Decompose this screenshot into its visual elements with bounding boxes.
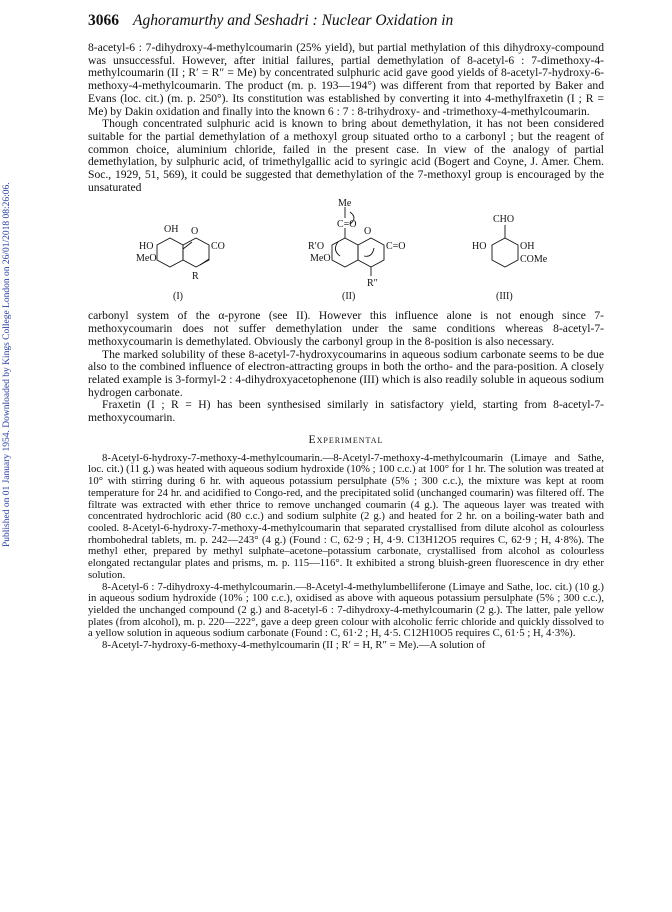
download-watermark: Published on 01 January 1954. Downloaded by Kings College London on 26/01/2018 08:26:06. <box>2 182 12 548</box>
page-header <box>88 12 604 30</box>
struct-ii-meo: MeO <box>310 253 331 265</box>
experimental-section <box>88 453 604 652</box>
paragraph-1: 8-acetyl-6 : 7-dihydroxy-4-methylcoumarin (25% yield), but partial methylation of this dihydroxy-compound was unsuccessful. However, after initial failures, partial demethylation of 8-acetyl-6 : 7-dimethoxy-4-methylcoumarin (II ; R′ = R″ = Me) by concentrated sulphuric acid gave good yields of 8-acetyl-7-hydroxy-6-methoxy-4-methylcoumarin. The product (m. p. 193—194°) was different from that reported by Baker and Evans (loc. cit.) (m. p. 250°). Its constitution was established by converting it into 4-methylfraxetin (I ; R = Me) by Dakin oxidation and finally into the known 6 : 7 : 8-trihydroxy- and -trimethoxy-4-methylcoumarin. <box>88 41 604 118</box>
running-title: Aghoramurthy and Seshadri : Nuclear Oxidation in <box>133 12 454 29</box>
struct-i-label: (I) <box>173 291 183 303</box>
struct-ii-me: Me <box>338 198 352 210</box>
struct-i-ho: HO <box>139 241 154 253</box>
struct-ii-rr: R″ <box>367 278 378 290</box>
chemical-structures <box>88 198 604 306</box>
struct-ii-o: O <box>364 226 372 238</box>
structure-iii <box>492 225 518 267</box>
struct-i-meo: MeO <box>136 253 157 265</box>
struct-ii-label: (II) <box>342 291 356 303</box>
struct-i-o: O <box>191 226 199 238</box>
exp-paragraph-2: 8-Acetyl-6 : 7-dihydroxy-4-methylcoumarin.—8-Acetyl-4-methylumbelliferone (Limaye and Sathe, loc. cit.) (10 g.) in aqueous sodium hydroxide (10% ; 100 c.c.), oxidised as above with aqueous potassium persulphate (5% ; 300 c.c.), yielded the unchanged compound (2 g.) and 8-acetyl-6 : 7-dihydroxy-4-methylcoumarin (2 g.). The latter, pale yellow plates (from alcohol), m. p. 220—222°, gave a deep green colour with alcoholic ferric chloride and quickly dissolved to a yellow solution in aqueous sodium carbonate (Found : C, 61·2 ; H, 4·5. C12H10O5 requires C, 61·5 ; H, 4·3%). <box>88 580 604 640</box>
paragraph-4: The marked solubility of these 8-acetyl-7-hydroxycoumarins in aqueous sodium carbonate seems to be due also to the combined influence of electron-attracting groups in both the ortho- and the para-position. A closely related example is 3-formyl-2 : 4-dihydroxyacetophenone (III) which is also readily soluble in aqueous sodium hydrogen carbonate. <box>88 347 604 399</box>
paragraph-2: Though concentrated sulphuric acid is known to bring about demethylation, it has not been considered suitable for the partial demethylation of a methoxyl group situated ortho to a carbonyl ; but the reagent of common choice, aluminium chloride, failed in the present case. In view of the analogy of partial demethylation, by sulphuric acid, of trimethylgallic acid to syringic acid (Bogert and Coyne, J. Amer. Chem. Soc., 1929, 51, 569), it could be suggested that demethylation of the 7-methoxyl group is encouraged by the unsaturated <box>88 117 604 194</box>
paragraph-3: carbonyl system of the α-pyrone (see II). However this influence alone is not enough since 7-methoxycoumarin does not suffer demethylation under the same conditions whereas 8-acetyl-7-methoxycoumarin is demethylated. Obviously the carbonyl group in the 8-position is also necessary. <box>88 309 604 348</box>
struct-iii-cho: CHO <box>493 214 515 226</box>
struct-i-oh: OH <box>164 224 179 236</box>
struct-ii-co-top: C=O <box>337 219 357 231</box>
struct-iii-come: COMe <box>520 254 548 266</box>
section-heading: Experimental <box>308 432 384 446</box>
exp-paragraph-1: 8-Acetyl-6-hydroxy-7-methoxy-4-methylcoumarin.—8-Acetyl-7-methoxy-4-methylcoumarin (Limaye and Sathe, loc. cit.) (11 g.) was heated with aqueous sodium hydroxide (10% ; 100 c.c.) at 100° for 1 hr. The solution was treated at 10° with stirring during 6 hr. with aqueous potassium persulphate (5% ; 300 c.c.), the mixture was kept at room temperature for 24 hr. and acidified to Congo-red, and the precipitated solid (unchanged coumarin) was filtered off. The filtrate was extracted with ether thrice to remove unchanged coumarin (4 g.). The aqueous layer was treated with concentrated hydrochloric acid (80 c.c.) and sodium sulphite (2 g.) and heated for 2 hr. on a boiling-water bath and cooled. 8-Acetyl-6-hydroxy-7-methoxy-4-methylcoumarin that separated crystallised from dilute alcohol as colourless rhombohedral tablets, m. p. 242—243° (4 g.) (Found : C, 62·9 ; H, 4·9. C13H12O5 requires C, 62·9 ; H, 4·8%). The methyl ether, prepared by methyl sulphate–acetone–potassium carbonate, crystallised from alcohol as colourless elongated rectangular plates and prisms, m. p. 115—116°. It exhibited a strong bluish-green fluorescence in dry ether solution. <box>88 451 604 581</box>
struct-ii-ro: R′O <box>308 241 325 253</box>
struct-ii-co-right: C=O <box>386 241 406 253</box>
paragraph-5: Fraxetin (I ; R = H) has been synthesised similarly in satisfactory yield, starting from 8-acetyl-7-methoxycoumarin. <box>88 398 604 425</box>
structure-ii <box>332 207 384 276</box>
struct-iii-ho: HO <box>472 241 487 253</box>
struct-i-co: CO <box>211 241 225 253</box>
struct-iii-oh: OH <box>520 241 535 253</box>
exp-paragraph-3: 8-Acetyl-7-hydroxy-6-methoxy-4-methylcoumarin (II ; R′ = H, R″ = Me).—A solution of <box>102 639 486 652</box>
structure-i <box>157 238 209 267</box>
paper-page <box>88 12 604 652</box>
struct-iii-label: (III) <box>496 291 513 303</box>
structures-svg <box>88 198 604 306</box>
struct-i-r: R <box>192 271 199 283</box>
page-number: 3066 <box>88 12 119 29</box>
